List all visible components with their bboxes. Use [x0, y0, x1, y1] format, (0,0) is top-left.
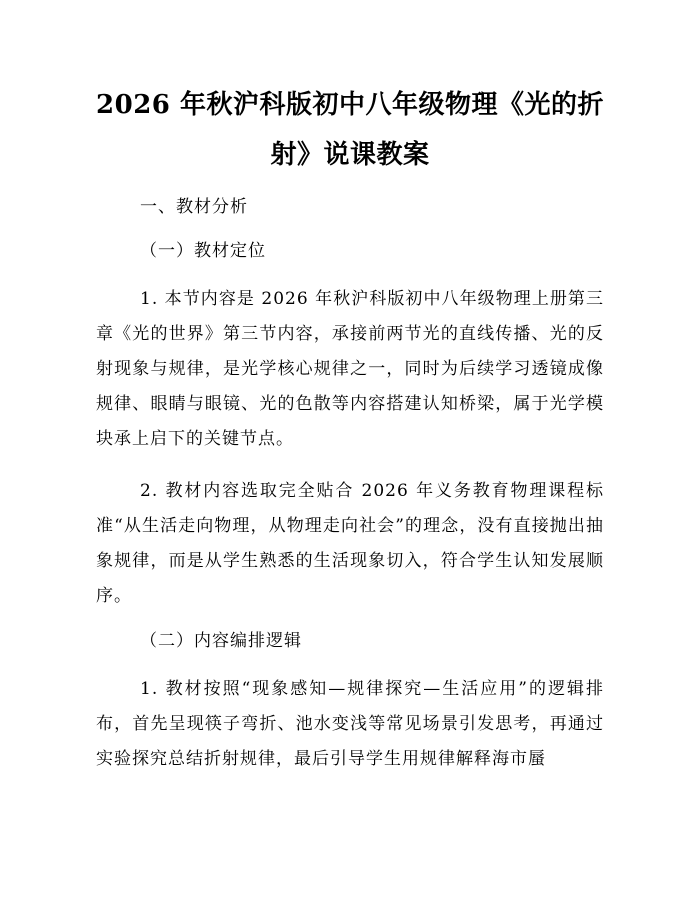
- document-title: 2026 年秋沪科版初中八年级物理《光的折射》说课教案: [96, 90, 604, 170]
- subheading-textbook-position: （一）教材定位: [140, 241, 266, 261]
- paragraph-logic-1: 1. 教材按照“现象感知—规律探究—生活应用”的逻辑排布，首先呈现筷子弯折、池水变浅等常见场景引发思考，再通过实验探究总结折射规律，最后引导学生用规律解释海市蜃: [96, 679, 604, 769]
- paragraph-position-1: 1. 本节内容是 2026 年秋沪科版初中八年级物理上册第三章《光的世界》第三节内容，承接前两节光的直线传播、光的反射现象与规律，是光学核心规律之一，同时为后续学习透镜成像规律、眼睛与眼镜、光的色散等内容搭建认知桥梁，属于光学模块承上启下的关键节点。: [96, 289, 604, 449]
- paragraph-position-2: 2. 教材内容选取完全贴合 2026 年义务教育物理课程标准“从生活走向物理，从物理走向社会”的理念，没有直接抛出抽象规律，而是从学生熟悉的生活现象切入，符合学生认知发展顺序。: [96, 481, 604, 606]
- subheading-content-logic: （二）内容编排逻辑: [140, 631, 302, 651]
- section-heading-textbook-analysis: 一、教材分析: [140, 197, 248, 217]
